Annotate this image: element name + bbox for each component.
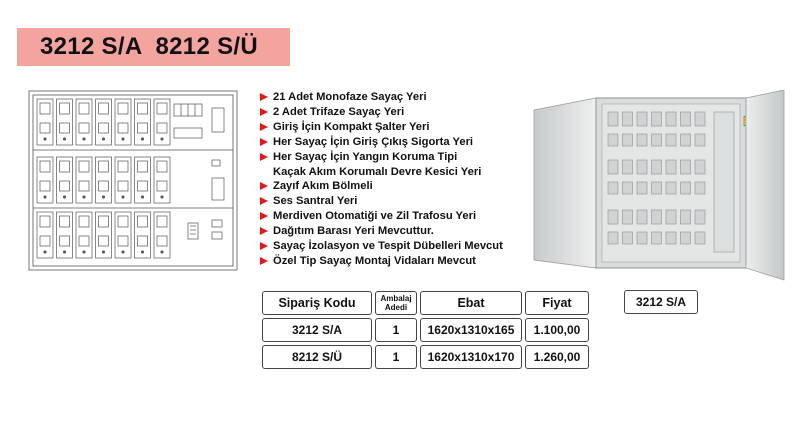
photo-meter-window — [623, 210, 633, 224]
cell-code: 8212 S/Ü — [262, 345, 372, 369]
meter-window — [157, 236, 167, 246]
meter-screw — [161, 138, 163, 140]
meter-screw — [102, 251, 104, 253]
photo-meter-window — [681, 134, 691, 146]
meter-screw — [122, 196, 124, 198]
meter-screw — [161, 251, 163, 253]
meter-screw — [83, 138, 85, 140]
meter-screw — [122, 251, 124, 253]
meter-window — [157, 103, 167, 114]
page-title: 3212 S/A 8212 S/Ü — [40, 33, 258, 60]
photo-meter-window — [681, 182, 691, 194]
feature-item: Dağıtım Barası Yeri Mevcuttur. — [258, 224, 548, 239]
photo-meter-window — [695, 182, 705, 194]
photo-meter-window — [637, 134, 647, 146]
meter-screw — [141, 196, 143, 198]
feature-item: Her Sayaç İçin Yangın Koruma Tipi Kaçak Akım Korumalı Devre Kesici Yeri — [258, 150, 548, 180]
feature-item: Giriş İçin Kompakt Şalter Yeri — [258, 120, 548, 135]
meter-window — [60, 161, 70, 172]
photo-meter-window — [652, 210, 662, 224]
photo-meter-window — [608, 134, 618, 146]
meter-window — [60, 123, 70, 133]
red-triangle-icon — [260, 123, 268, 131]
cell-pack: 1 — [375, 318, 417, 342]
red-triangle-icon — [260, 257, 268, 265]
meter-screw — [161, 196, 163, 198]
photo-meter-window — [666, 210, 676, 224]
feature-item: Zayıf Akım Bölmeli — [258, 179, 548, 194]
meter-screw — [122, 138, 124, 140]
table-row — [262, 345, 589, 369]
meter-window — [40, 181, 50, 191]
feature-item: Merdiven Otomatiği ve Zil Trafosu Yeri — [258, 209, 548, 224]
red-triangle-icon — [260, 153, 268, 161]
meter-screw — [102, 138, 104, 140]
meter-screw — [83, 251, 85, 253]
meter-screw — [63, 138, 65, 140]
meter-window — [118, 161, 128, 172]
feature-item: Ses Santral Yeri — [258, 194, 548, 209]
meter-window — [157, 181, 167, 191]
meter-window — [79, 103, 89, 114]
photo-meter-window — [681, 210, 691, 224]
meter-screw — [102, 196, 104, 198]
photo-meter-window — [681, 232, 691, 244]
meter-window — [79, 216, 89, 227]
photo-meter-window — [608, 210, 618, 224]
cell-size: 1620x1310x165 — [420, 318, 522, 342]
feature-item: Sayaç İzolasyon ve Tespit Dübelleri Mevcut — [258, 239, 548, 254]
meter-window — [138, 161, 148, 172]
cell-code: 3212 S/A — [262, 318, 372, 342]
meter-window — [138, 123, 148, 133]
meter-window — [118, 181, 128, 191]
photo-side-compartment — [714, 112, 734, 252]
meter-screw — [141, 251, 143, 253]
photo-meter-window — [666, 112, 676, 126]
photo-meter-window — [623, 112, 633, 126]
photo-meter-window — [681, 112, 691, 126]
photo-meter-window — [623, 134, 633, 146]
red-triangle-icon — [260, 108, 268, 116]
meter-window — [118, 236, 128, 246]
meter-screw — [44, 196, 46, 198]
photo-meter-window — [623, 232, 633, 244]
meter-screw — [83, 196, 85, 198]
photo-meter-window — [695, 232, 705, 244]
red-triangle-icon — [260, 227, 268, 235]
meter-screw — [44, 138, 46, 140]
meter-window — [138, 216, 148, 227]
feature-item: 2 Adet Trifaze Sayaç Yeri — [258, 105, 548, 120]
photo-meter-window — [637, 182, 647, 194]
cell-price: 1.100,00 — [525, 318, 589, 342]
meter-window — [99, 161, 109, 172]
meter-screw — [63, 196, 65, 198]
photo-meter-window — [695, 112, 705, 126]
meter-window — [138, 181, 148, 191]
header-size: Ebat — [420, 291, 522, 315]
meter-window — [60, 181, 70, 191]
meter-window — [118, 216, 128, 227]
meter-window — [79, 236, 89, 246]
photo-meter-window — [681, 160, 691, 174]
cell-price: 1.260,00 — [525, 345, 589, 369]
photo-meter-window — [695, 160, 705, 174]
photo-meter-window — [666, 134, 676, 146]
red-triangle-icon — [260, 182, 268, 190]
photo-meter-window — [608, 160, 618, 174]
feature-list — [258, 90, 548, 269]
meter-window — [99, 181, 109, 191]
meter-window — [79, 181, 89, 191]
model-tag: 3212 S/A — [624, 290, 698, 314]
product-photo — [526, 90, 788, 282]
meter-window — [118, 103, 128, 114]
meter-window — [40, 236, 50, 246]
meter-window — [40, 161, 50, 172]
photo-meter-window — [623, 160, 633, 174]
panel-schematic — [28, 90, 238, 271]
photo-meter-window — [637, 232, 647, 244]
cell-pack: 1 — [375, 345, 417, 369]
photo-meter-window — [652, 182, 662, 194]
meter-window — [40, 123, 50, 133]
meter-screw — [141, 138, 143, 140]
meter-window — [99, 103, 109, 114]
meter-screw — [44, 251, 46, 253]
red-triangle-icon — [260, 197, 268, 205]
feature-item: 21 Adet Monofaze Sayaç Yeri — [258, 90, 548, 105]
table-row — [262, 318, 589, 342]
photo-meter-window — [637, 112, 647, 126]
header-price: Fiyat — [525, 291, 589, 315]
meter-window — [138, 103, 148, 114]
photo-meter-window — [666, 232, 676, 244]
red-triangle-icon — [260, 242, 268, 250]
meter-window — [99, 216, 109, 227]
meter-screw — [63, 251, 65, 253]
photo-meter-window — [695, 210, 705, 224]
feature-item: Her Sayaç İçin Giriş Çıkış Sigorta Yeri — [258, 135, 548, 150]
meter-window — [157, 216, 167, 227]
meter-window — [60, 103, 70, 114]
photo-meter-window — [637, 210, 647, 224]
meter-window — [40, 103, 50, 114]
meter-window — [60, 236, 70, 246]
photo-meter-window — [608, 182, 618, 194]
photo-meter-window — [608, 232, 618, 244]
meter-window — [79, 161, 89, 172]
red-triangle-icon — [260, 212, 268, 220]
meter-window — [99, 236, 109, 246]
meter-window — [138, 236, 148, 246]
photo-meter-window — [652, 232, 662, 244]
meter-window — [40, 216, 50, 227]
header-pack: Ambalaj Adedi — [375, 291, 417, 315]
meter-window — [157, 123, 167, 133]
photo-meter-window — [623, 182, 633, 194]
red-triangle-icon — [260, 93, 268, 101]
meter-window — [60, 216, 70, 227]
photo-meter-window — [637, 160, 647, 174]
photo-meter-window — [652, 160, 662, 174]
photo-meter-window — [666, 160, 676, 174]
photo-meter-window — [652, 134, 662, 146]
cell-size: 1620x1310x170 — [420, 345, 522, 369]
photo-meter-window — [695, 134, 705, 146]
header-code: Sipariş Kodu — [262, 291, 372, 315]
meter-window — [118, 123, 128, 133]
meter-window — [99, 123, 109, 133]
red-triangle-icon — [260, 138, 268, 146]
feature-item: Özel Tip Sayaç Montaj Vidaları Mevcut — [258, 254, 548, 269]
meter-window — [79, 123, 89, 133]
photo-meter-window — [652, 112, 662, 126]
meter-window — [157, 161, 167, 172]
photo-meter-window — [666, 182, 676, 194]
table-header-row — [262, 291, 589, 315]
price-table — [259, 288, 592, 372]
photo-meter-window — [608, 112, 618, 126]
